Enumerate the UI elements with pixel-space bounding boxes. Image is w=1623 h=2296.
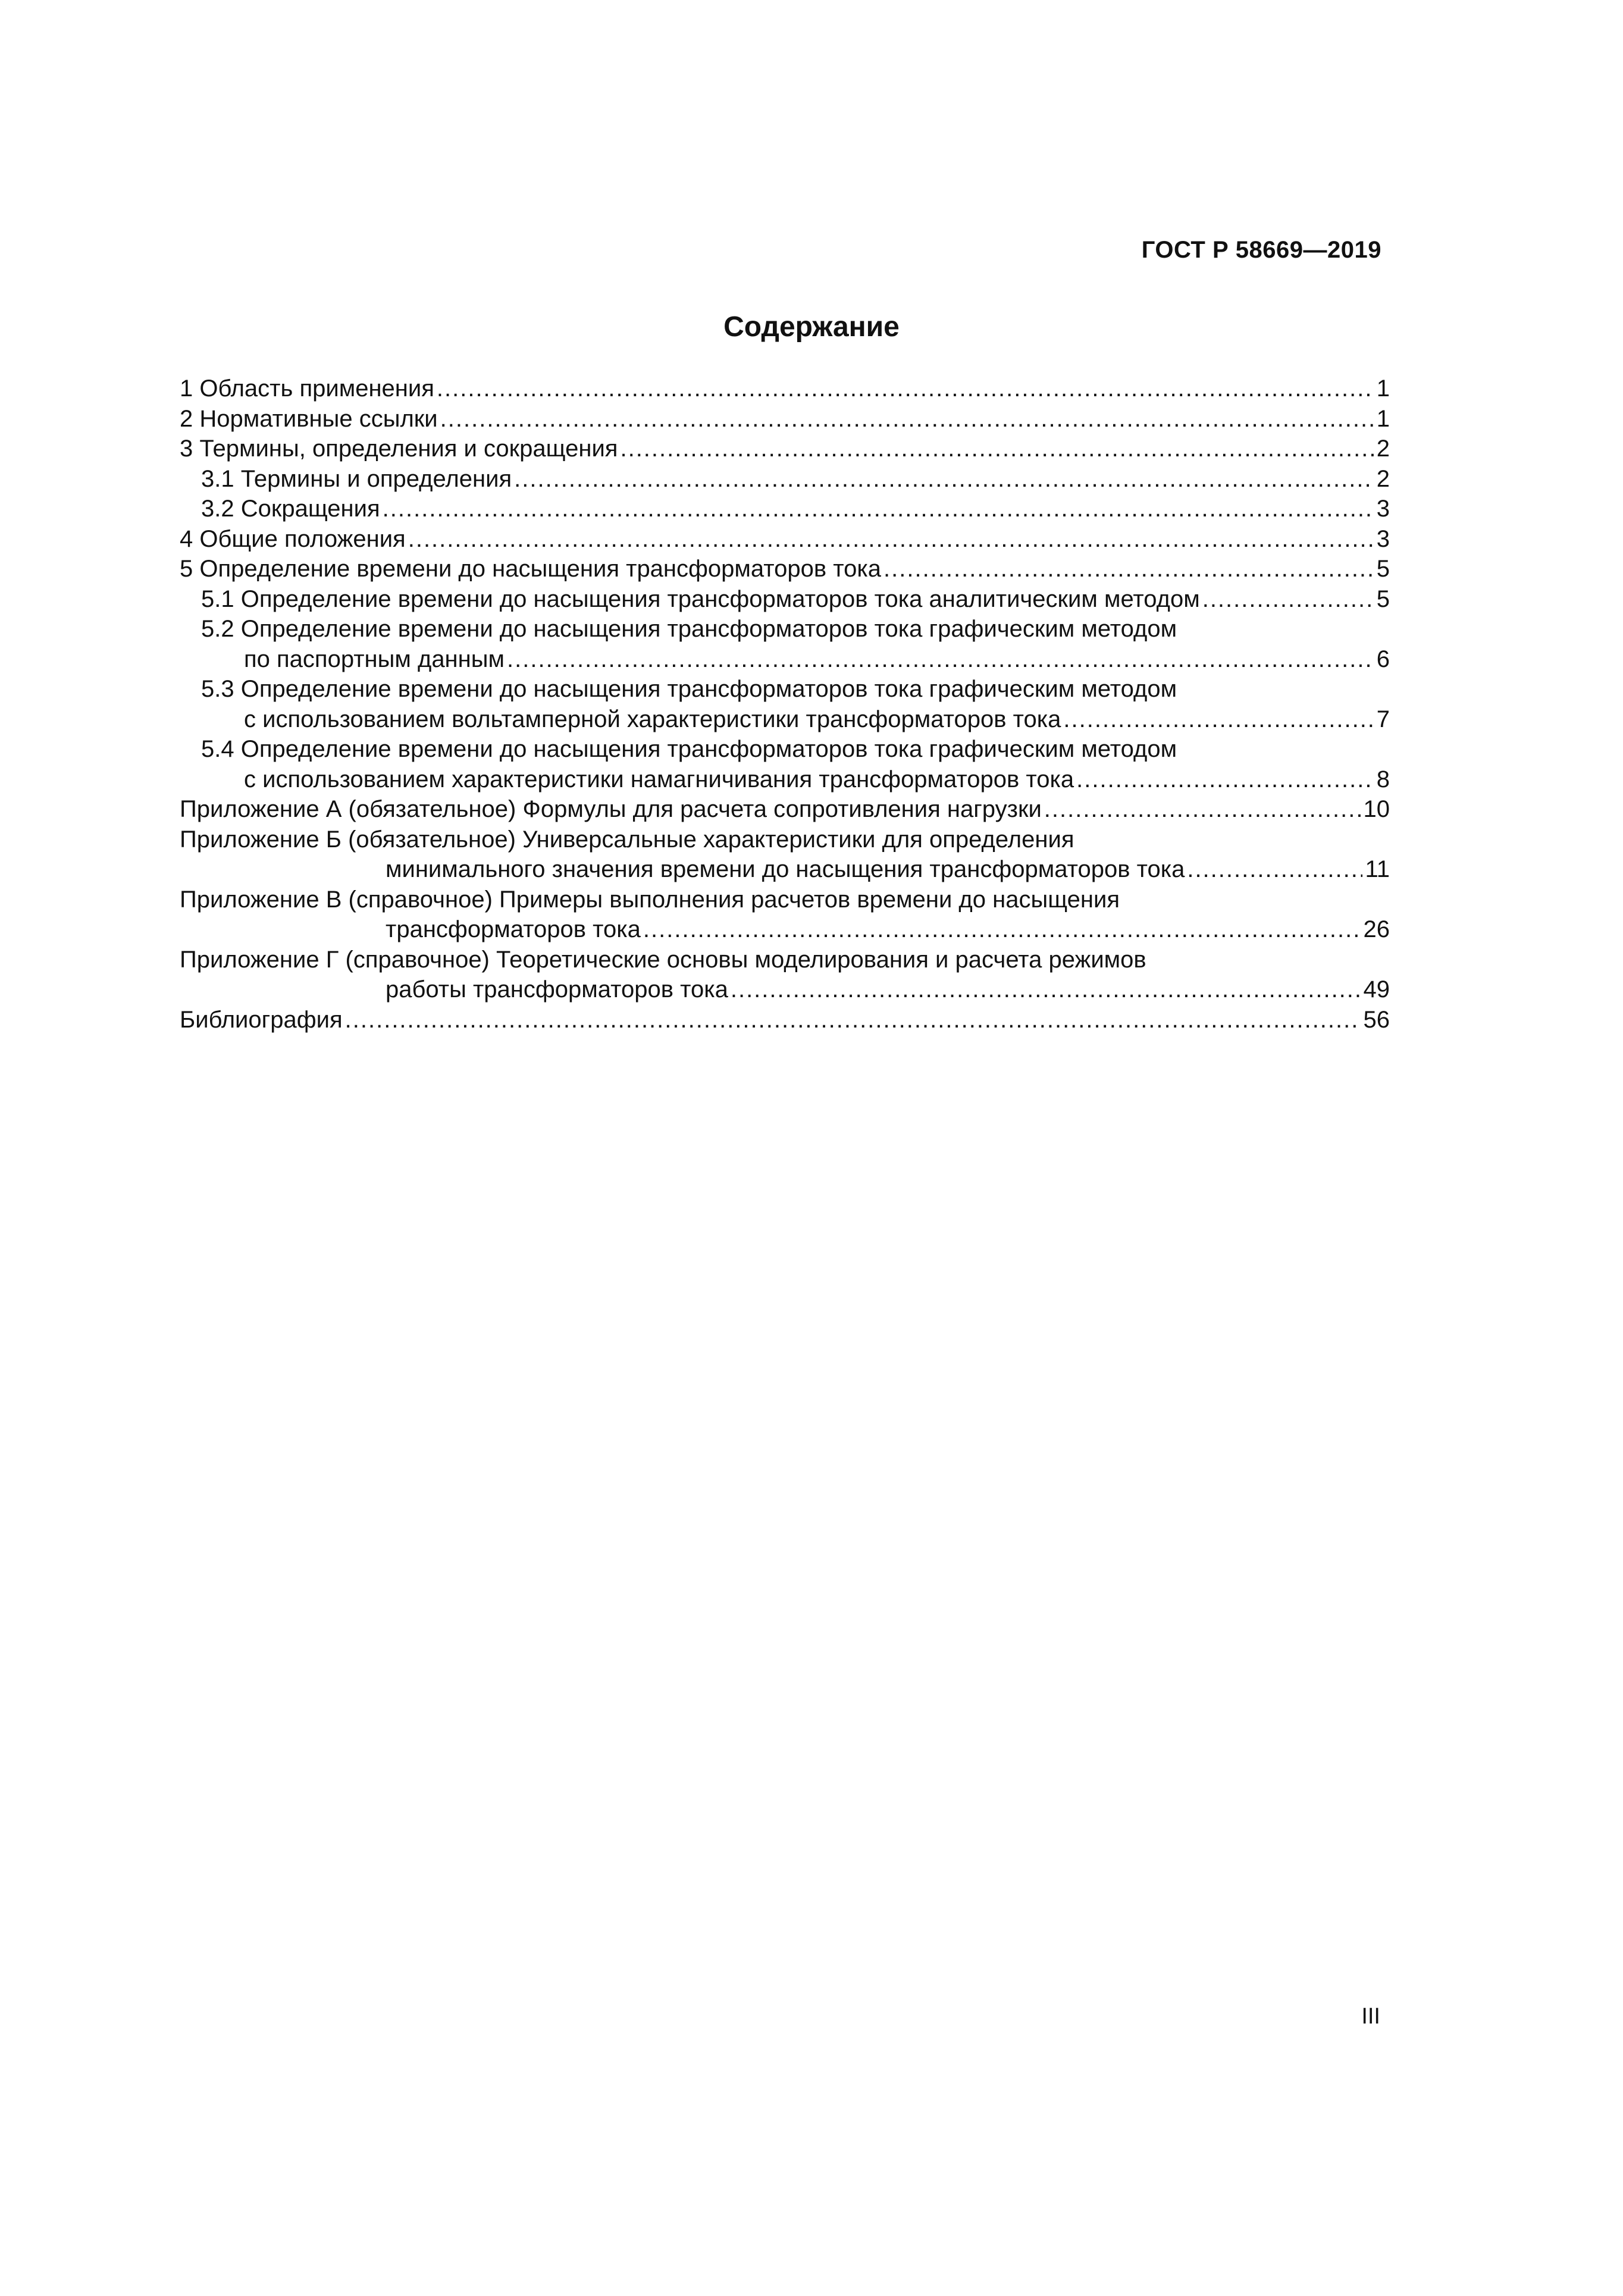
toc-entry-text: по паспортным данным: [244, 646, 505, 672]
toc-entry-text: 3 Термины, определения и сокращения: [180, 436, 618, 462]
toc-entry-continuation[interactable]: [180, 975, 1390, 1005]
toc-entry-text: 5.2 Определение времени до насыщения трансформаторов тока графическим методом: [201, 616, 1177, 642]
toc-entry-page: 2: [1376, 436, 1390, 462]
page-number: III: [1361, 2004, 1380, 2029]
toc-entry-text: 5.1 Определение времени до насыщения трансформаторов тока аналитическим методом: [201, 585, 1200, 612]
toc-entry-text: 3.2 Сокращения: [201, 496, 380, 522]
toc-leader-dots: [383, 494, 1374, 524]
toc-leader-dots: [345, 1005, 1361, 1035]
toc-leader-dots: [620, 434, 1374, 464]
toc-entry[interactable]: [180, 825, 1390, 855]
toc-entry[interactable]: [180, 885, 1390, 915]
toc-entry-page: 1: [1376, 375, 1390, 402]
toc-entry-text: трансформаторов тока: [386, 916, 641, 942]
toc-entry-text: 2 Нормативные ссылки: [180, 405, 438, 432]
toc-leader-dots: [731, 975, 1361, 1005]
toc-leader-dots: [507, 644, 1374, 675]
toc-entry-text: 5.4 Определение времени до насыщения трансформаторов тока графическим методом: [201, 736, 1177, 762]
toc-entry-page: 5: [1376, 585, 1390, 612]
toc-entry[interactable]: [180, 404, 1390, 434]
toc-entry[interactable]: [180, 434, 1390, 464]
toc-entry-page: 6: [1376, 646, 1390, 672]
toc-entry-page: 5: [1376, 556, 1390, 582]
toc-entry-page: 1: [1376, 405, 1390, 432]
toc-leader-dots: [883, 554, 1374, 584]
toc-entry-text: 3.1 Термины и определения: [201, 465, 512, 492]
toc-entry-text: работы трансформаторов тока: [386, 976, 728, 1003]
toc-entry[interactable]: [180, 524, 1390, 555]
toc-leader-dots: [437, 374, 1374, 404]
toc-entry[interactable]: [180, 614, 1390, 644]
toc-entry-text: с использованием характеристики намагничивания трансформаторов тока: [244, 766, 1074, 793]
toc-entry-text: 4 Общие положения: [180, 525, 406, 552]
toc-entry-continuation[interactable]: [180, 854, 1390, 885]
toc-entry-page: 11: [1365, 856, 1390, 882]
toc-entry-continuation[interactable]: [180, 914, 1390, 945]
toc-entry[interactable]: [180, 674, 1390, 704]
toc-entry[interactable]: [180, 374, 1390, 404]
toc-entry-text: Приложение Г (справочное) Теоретические основы моделирования и расчета режимов: [180, 946, 1146, 973]
toc-leader-dots: [1202, 584, 1374, 615]
toc-entry[interactable]: [180, 734, 1390, 765]
toc-entry[interactable]: [180, 945, 1390, 975]
toc-entry[interactable]: [180, 1005, 1390, 1035]
toc-entry-page: 7: [1376, 706, 1390, 732]
toc-entry[interactable]: [180, 464, 1390, 494]
toc-leader-dots: [1063, 704, 1374, 735]
toc-leader-dots: [643, 914, 1361, 945]
toc-leader-dots: [440, 404, 1374, 434]
toc-entry-page: 8: [1376, 766, 1390, 793]
toc-entry-text: с использованием вольтамперной характеристики трансформаторов тока: [244, 706, 1061, 732]
toc-leader-dots: [514, 464, 1374, 494]
toc-entry-text: 5 Определение времени до насыщения трансформаторов тока: [180, 556, 882, 582]
toc-leader-dots: [1187, 854, 1362, 885]
document-standard-number: ГОСТ Р 58669—2019: [1141, 237, 1381, 263]
toc-leader-dots: [1076, 765, 1374, 795]
toc-entry-continuation[interactable]: [180, 704, 1390, 735]
toc-entry[interactable]: [180, 584, 1390, 615]
toc-entry-text: 1 Область применения: [180, 375, 434, 402]
toc-entry-text: Приложение А (обязательное) Формулы для расчета сопротивления нагрузки: [180, 796, 1042, 822]
toc-entry-page: 56: [1363, 1006, 1390, 1033]
toc-entry-page: 49: [1363, 976, 1390, 1003]
toc-entry-page: 10: [1363, 796, 1390, 822]
toc-entry-page: 3: [1376, 525, 1390, 552]
toc-entry-continuation[interactable]: [180, 765, 1390, 795]
toc-entry-page: 2: [1376, 465, 1390, 492]
table-of-contents: [180, 374, 1390, 1035]
toc-entry[interactable]: [180, 794, 1390, 825]
toc-title: Содержание: [723, 311, 900, 343]
toc-entry-continuation[interactable]: [180, 644, 1390, 675]
toc-entry-page: 26: [1363, 916, 1390, 942]
toc-entry-text: Приложение В (справочное) Примеры выполнения расчетов времени до насыщения: [180, 886, 1120, 913]
toc-entry[interactable]: [180, 494, 1390, 524]
toc-entry-text: Библиография: [180, 1006, 343, 1033]
toc-entry-page: 3: [1376, 496, 1390, 522]
toc-leader-dots: [1044, 794, 1361, 825]
toc-leader-dots: [408, 524, 1374, 555]
toc-entry-text: 5.3 Определение времени до насыщения трансформаторов тока графическим методом: [201, 676, 1177, 702]
toc-entry-text: минимального значения времени до насыщения трансформаторов тока: [386, 856, 1185, 882]
toc-entry-text: Приложение Б (обязательное) Универсальные характеристики для определения: [180, 826, 1074, 853]
toc-entry[interactable]: [180, 554, 1390, 584]
